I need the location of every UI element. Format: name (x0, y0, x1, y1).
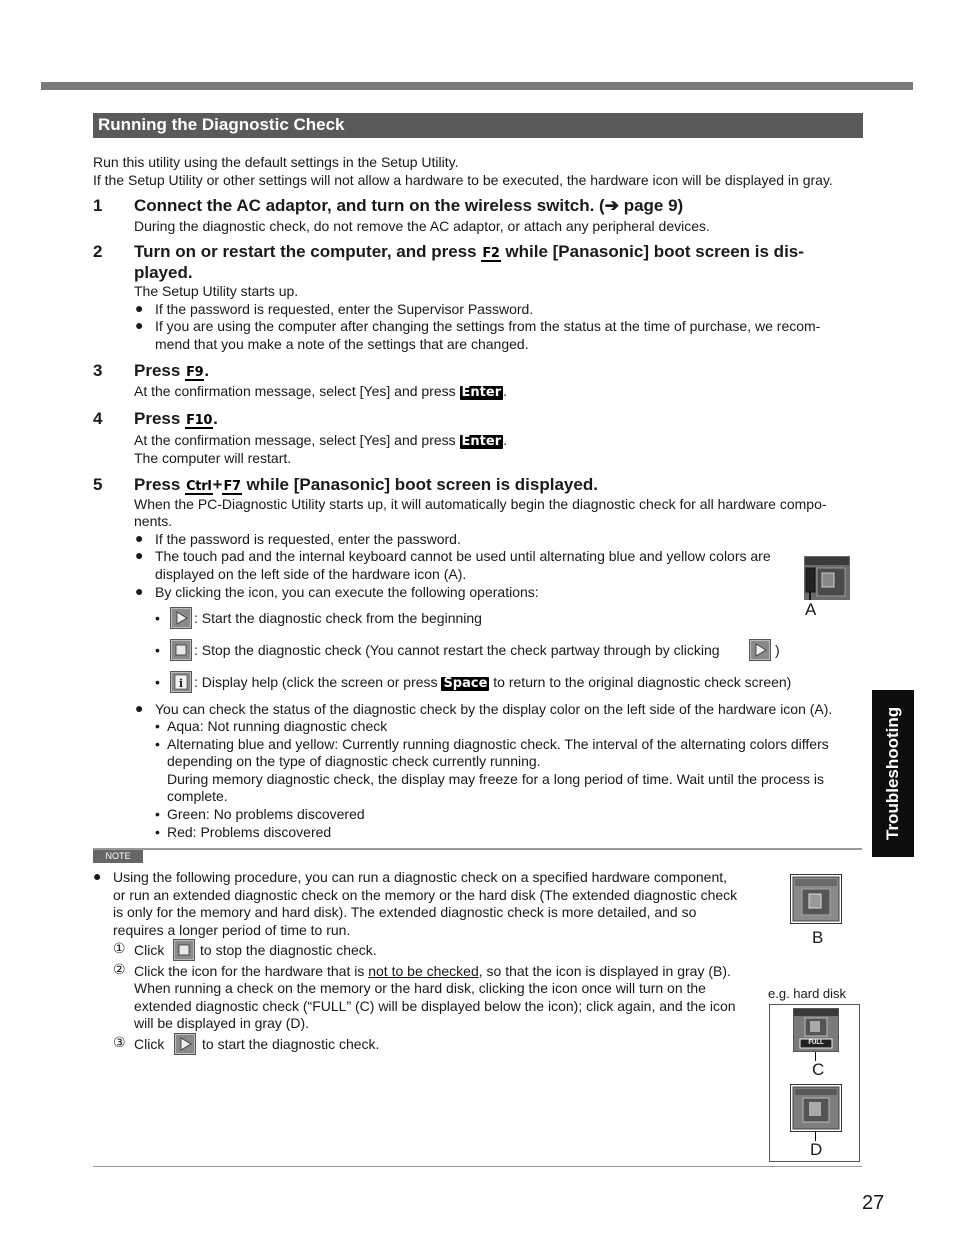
sub-bullet: • (155, 642, 160, 658)
side-tab-label: Troubleshooting (883, 706, 902, 841)
step-3-title-text: Press (134, 361, 181, 380)
step-2-bullet-2: If you are using the computer after changing the settings from the status at the time of purchase, we recom- (155, 318, 821, 334)
step-2-title-cont: played. (134, 263, 193, 282)
note-tag: NOTE (93, 850, 143, 863)
bullet-dot: ● (135, 547, 144, 563)
op-help-text-b: to return to the original diagnostic check screen) (493, 674, 792, 690)
step-1-title (134, 195, 683, 216)
step-2-title-b: while [Panasonic] boot screen is dis- (505, 242, 804, 261)
figure-label-d: D (810, 1140, 823, 1159)
step-5-title-text: Press (134, 475, 181, 494)
op-help-text (194, 673, 791, 691)
bullet-dot: ● (135, 700, 144, 716)
note-line-4: requires a longer period of time to run. (113, 922, 351, 938)
bottom-divider (93, 1166, 862, 1167)
step-5-bullet-2-cont: displayed on the left side of the hardware icon (A). (155, 566, 467, 582)
note-line-1: Using the following procedure, you can run a diagnostic check on a specified hardware component, (113, 869, 728, 885)
step-2-body: The Setup Utility starts up. (134, 283, 299, 299)
status-red: Red: Problems discovered (167, 824, 332, 840)
status-memory-note: During memory diagnostic check, the display may freeze for a long period of time. Wait until the process is (167, 771, 824, 787)
page-number: 27 (862, 1192, 885, 1214)
start-icon[interactable] (170, 607, 192, 634)
sub-bullet: • (155, 806, 160, 822)
status-aqua: Aqua: Not running diagnostic check (167, 718, 388, 734)
note-sub-2-more-3: will be displayed in gray (D). (134, 1015, 310, 1031)
section-title: Running the Diagnostic Check (98, 115, 345, 134)
step-5-body-b: nents. (134, 513, 173, 529)
svg-text:i: i (178, 677, 184, 690)
sub-bullet: • (155, 674, 160, 690)
note-sub-2-more-1: When running a check on the memory or the hard disk, clicking the icon once will turn on the (134, 980, 706, 996)
note-sub-3-a: Click (134, 1036, 165, 1052)
op-stop-text: : Stop the diagnostic check (You cannot restart the check partway through by clicking (194, 642, 720, 658)
status-green: Green: No problems discovered (167, 806, 365, 822)
intro-line-1: Run this utility using the default settings in the Setup Utility. (93, 154, 459, 170)
step-3-number: 3 (93, 361, 103, 380)
step-1-page-ref: page 9) (623, 196, 684, 215)
status-alternating: Alternating blue and yellow: Currently running diagnostic check. The interval of the alternating colors differs (167, 736, 829, 752)
f2-key: F2 (482, 246, 500, 261)
step-2-title-a: Turn on or restart the computer, and press (134, 242, 477, 261)
step-4-title: Press F10. (134, 409, 218, 428)
step-2-title (134, 241, 804, 262)
bullet-dot: ● (135, 583, 144, 599)
bullet-dot: ● (135, 300, 144, 316)
step-5-title (134, 474, 598, 495)
f9-key: F9 (186, 365, 204, 380)
step-5-bullet-3: By clicking the icon, you can execute the following operations: (155, 584, 539, 600)
bullet-dot: ● (135, 317, 144, 333)
note-sub-2-underlined: not to be checked (368, 963, 479, 979)
start-icon[interactable] (749, 639, 771, 666)
note-sub-2-a: Click the icon for the hardware that is (134, 963, 365, 979)
enter-key: Enter (461, 385, 502, 400)
hardware-icon-gray-figure-d (790, 1084, 842, 1137)
hardware-icon-full-figure-c (793, 1008, 839, 1057)
plus-sign: + (212, 475, 223, 494)
top-rule (41, 82, 913, 90)
sub-bullet: • (155, 718, 160, 734)
start-icon[interactable] (174, 1033, 196, 1060)
step-4-body-2: The computer will restart. (134, 450, 292, 466)
note-sub-2-b: , so that the icon is displayed in gray (B). (478, 963, 731, 979)
note-sub-2 (134, 962, 731, 980)
op-help-text-a: : Display help (click the screen or press (194, 674, 438, 690)
status-memory-note-cont: complete. (167, 788, 228, 804)
step-4-title-text: Press (134, 409, 181, 428)
bullet-dot: ● (135, 530, 144, 546)
step-1-title-text: Connect the AC adaptor, and turn on the wireless switch. ( (134, 196, 605, 215)
f7-key: F7 (223, 479, 241, 494)
enter-key: Enter (461, 434, 502, 449)
step-3-body-text: At the confirmation message, select [Yes] and press (134, 383, 456, 399)
step-4-body-text: At the confirmation message, select [Yes] and press (134, 432, 456, 448)
figure-label-c: C (812, 1060, 825, 1079)
f10-key: F10 (186, 413, 213, 428)
circled-3: ③ (113, 1035, 126, 1051)
sub-bullet: • (155, 736, 160, 752)
step-5-body-a: When the PC-Diagnostic Utility starts up, it will automatically begin the diagnostic check for all hardware compo- (134, 496, 827, 512)
help-icon[interactable] (170, 671, 192, 698)
note-sub-1-b: to stop the diagnostic check. (200, 942, 377, 958)
step-5-bullet-1: If the password is requested, enter the password. (155, 531, 461, 547)
circled-1: ① (113, 941, 126, 957)
sub-bullet: • (155, 824, 160, 840)
space-key: Space (443, 676, 488, 691)
step-5-title-b: while [Panasonic] boot screen is displayed. (246, 475, 598, 494)
bullet-dot: ● (93, 868, 102, 884)
full-label: FULL (808, 1040, 824, 1046)
step-1-body: During the diagnostic check, do not remove the AC adaptor, or attach any peripheral devices. (134, 218, 710, 234)
note-line-3: is only for the memory and hard disk). The extended diagnostic check is more detailed, and so (113, 904, 697, 920)
step-1-number: 1 (93, 196, 103, 215)
step-2-bullet-1: If the password is requested, enter the Supervisor Password. (155, 301, 534, 317)
step-2-bullet-2-cont: mend that you make a note of the settings that are changed. (155, 336, 529, 352)
hardware-icon-figure-a (804, 556, 850, 600)
step-2-number: 2 (93, 242, 103, 261)
note-line-2: or run an extended diagnostic check on the memory or the hard disk (The extended diagnostic check (113, 887, 738, 903)
step-5-bullet-2: The touch pad and the internal keyboard cannot be used until alternating blue and yellow colors are (155, 548, 771, 564)
step-4-number: 4 (93, 409, 103, 428)
circled-2: ② (113, 962, 126, 978)
intro-line-2: If the Setup Utility or other settings will not allow a hardware to be executed, the hardware icon will be displayed in gray. (93, 172, 833, 188)
figure-label-b: B (812, 928, 824, 947)
step-3-body: At the confirmation message, select [Yes] and press Enter . (134, 383, 508, 400)
ctrl-key: Ctrl (186, 479, 212, 494)
note-sub-2-more-2: extended diagnostic check (“FULL” (C) will be displayed below the icon); click again, and the icon (134, 998, 736, 1014)
sub-bullet: • (155, 610, 160, 626)
step-4-body: At the confirmation message, select [Yes] and press Enter . (134, 432, 508, 449)
figure-label-a: A (805, 600, 817, 619)
note-sub-3-b: to start the diagnostic check. (202, 1036, 380, 1052)
hardware-icon-gray-figure-b (790, 874, 842, 929)
status-intro: You can check the status of the diagnostic check by the display color on the left side of the hardware icon (A). (155, 701, 833, 717)
step-3-title: Press F9. (134, 361, 210, 380)
op-start-text: : Start the diagnostic check from the beginning (194, 610, 482, 626)
arrow-right-icon: ➔ (604, 196, 619, 215)
note-sub-1-a: Click (134, 942, 165, 958)
note-divider (93, 848, 862, 850)
status-alternating-cont: depending on the type of diagnostic check currently running. (167, 753, 541, 769)
stop-icon[interactable] (170, 639, 192, 666)
figure-caption: e.g. hard disk (768, 986, 847, 1001)
op-stop-close: ) (775, 642, 780, 658)
step-5-number: 5 (93, 475, 103, 494)
